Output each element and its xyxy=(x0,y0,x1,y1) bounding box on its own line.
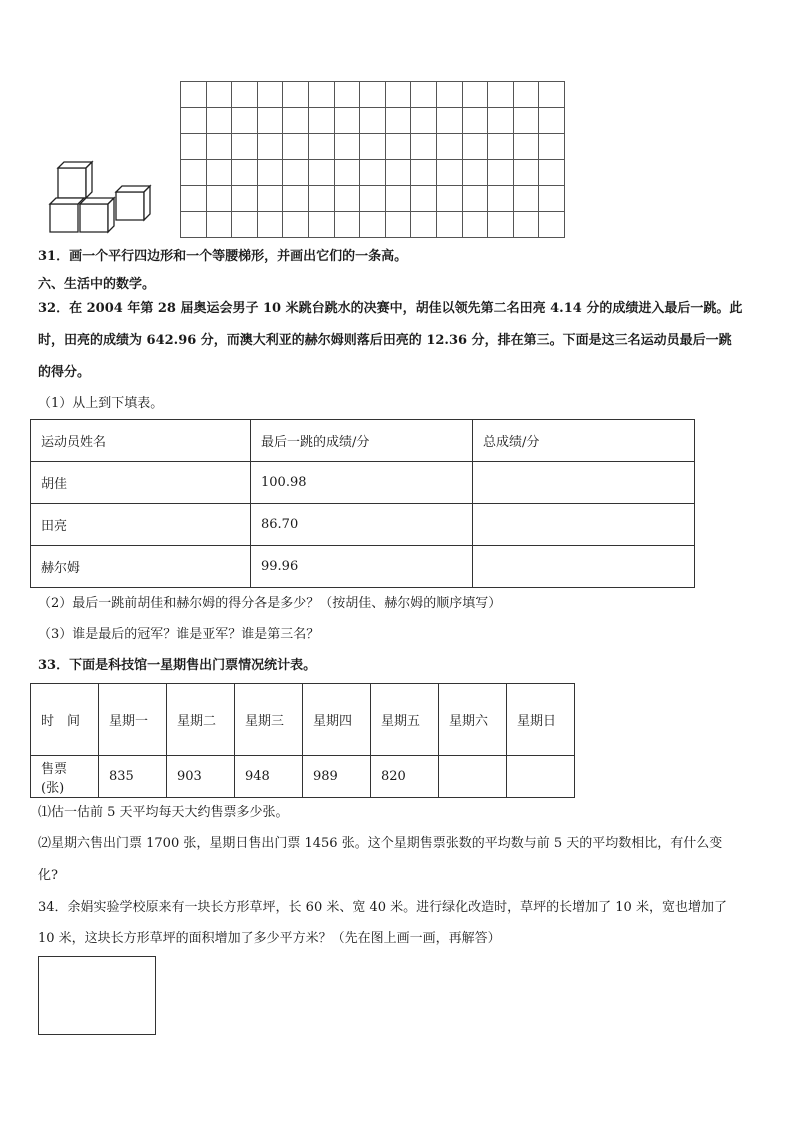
grid-cell xyxy=(283,160,309,186)
grid-cell xyxy=(257,82,283,108)
grid-cell xyxy=(334,82,360,108)
grid-cell xyxy=(539,134,565,160)
table-row xyxy=(31,462,695,504)
grid-cell xyxy=(513,134,539,160)
grid-cell xyxy=(257,108,283,134)
grid-cell xyxy=(385,186,411,212)
grid-cell xyxy=(411,108,437,134)
header-cell: 运动员姓名 xyxy=(31,420,251,462)
grid-cell xyxy=(411,160,437,186)
sales-cell: 903 xyxy=(167,756,235,798)
grid-cell xyxy=(513,82,539,108)
sales-cell: 820 xyxy=(371,756,439,798)
sales-cell: 989 xyxy=(303,756,371,798)
question-32-line-1: 32．在 2004 年第 28 届奥运会男子 10 米跳台跳水的决赛中，胡佳以领先第二名田亮 4.14 分的成绩进入最后一跳。此 xyxy=(38,301,743,316)
grid-cell xyxy=(232,212,258,238)
total-cell[interactable] xyxy=(473,546,695,588)
grid-cell xyxy=(360,160,386,186)
grid-row xyxy=(181,134,565,160)
table-header-row xyxy=(31,684,575,756)
sales-cell: 835 xyxy=(99,756,167,798)
grid-cell xyxy=(308,160,334,186)
athlete-score-table xyxy=(30,419,695,588)
ticket-sales-table xyxy=(30,683,575,798)
grid-cell xyxy=(488,108,514,134)
grid-cell xyxy=(181,82,207,108)
grid-cell xyxy=(385,212,411,238)
grid-cell xyxy=(488,160,514,186)
question-33-part-2-line-2: 化? xyxy=(38,868,58,883)
lawn-rectangle-drawing-area[interactable] xyxy=(38,956,156,1035)
grid-cell xyxy=(488,134,514,160)
header-cell: 星期三 xyxy=(235,684,303,756)
grid-cell xyxy=(411,82,437,108)
question-32-part-2: （2）最后一跳前胡佳和赫尔姆的得分各是多少？（按胡佳、赫尔姆的顺序填写） xyxy=(38,596,502,611)
grid-cell xyxy=(181,212,207,238)
grid-cell xyxy=(232,82,258,108)
grid-cell xyxy=(513,186,539,212)
grid-cell xyxy=(232,134,258,160)
grid-cell xyxy=(257,212,283,238)
grid-cell xyxy=(513,160,539,186)
grid-cell xyxy=(308,108,334,134)
grid-cell xyxy=(206,82,232,108)
sales-cell: 948 xyxy=(235,756,303,798)
header-cell: 最后一跳的成绩/分 xyxy=(251,420,473,462)
grid-cell xyxy=(232,108,258,134)
grid-cell xyxy=(488,186,514,212)
total-cell[interactable] xyxy=(473,462,695,504)
grid-cell xyxy=(283,186,309,212)
grid-cell xyxy=(436,134,462,160)
grid-cell xyxy=(488,82,514,108)
grid-cell xyxy=(181,160,207,186)
section-6-heading: 六、生活中的数学。 xyxy=(38,277,156,292)
grid-cell xyxy=(385,108,411,134)
grid-cell xyxy=(334,186,360,212)
grid-cell xyxy=(206,134,232,160)
grid-cell xyxy=(206,212,232,238)
grid-cell xyxy=(257,134,283,160)
sales-cell[interactable] xyxy=(507,756,575,798)
question-33-part-1: ⑴估一估前 5 天平均每天大约售票多少张。 xyxy=(38,805,289,820)
grid-cell xyxy=(283,134,309,160)
score-cell: 86.70 xyxy=(251,504,473,546)
grid-cell xyxy=(206,186,232,212)
grid-cell xyxy=(283,212,309,238)
question-34-line-1: 34．余娟实验学校原来有一块长方形草坪，长 60 米、宽 40 米。进行绿化改造时，草坪的长增加了 10 米，宽也增加了 xyxy=(38,900,727,915)
table-row xyxy=(31,546,695,588)
header-cell: 时 间 xyxy=(31,684,99,756)
question-32-line-2: 时，田亮的成绩为 642.96 分，而澳大利亚的赫尔姆则落后田亮的 12.36 分，排在第三。下面是这三名运动员最后一跳 xyxy=(38,333,732,348)
athlete-name-cell: 胡佳 xyxy=(31,462,251,504)
grid-cell xyxy=(360,186,386,212)
header-cell: 星期六 xyxy=(439,684,507,756)
grid-cell xyxy=(462,186,488,212)
cube-stack-figure xyxy=(46,158,158,236)
question-32-part-3: （3）谁是最后的冠军？谁是亚军？谁是第三名？ xyxy=(38,627,320,642)
header-cell: 星期二 xyxy=(167,684,235,756)
grid-cell xyxy=(539,82,565,108)
grid-cell xyxy=(308,134,334,160)
grid-cell xyxy=(257,160,283,186)
row-label-cell: 售票(张) xyxy=(31,756,99,798)
grid-cell xyxy=(206,108,232,134)
grid-cell xyxy=(462,82,488,108)
table-header-row xyxy=(31,420,695,462)
grid-cell xyxy=(539,160,565,186)
grid-cell xyxy=(539,108,565,134)
grid-cell xyxy=(436,82,462,108)
grid-cell xyxy=(308,212,334,238)
grid-cell xyxy=(206,160,232,186)
grid-cell xyxy=(181,134,207,160)
table-row xyxy=(31,504,695,546)
header-cell: 星期一 xyxy=(99,684,167,756)
score-cell: 100.98 xyxy=(251,462,473,504)
question-32-line-3: 的得分。 xyxy=(38,365,91,380)
grid-cell xyxy=(436,108,462,134)
athlete-name-cell: 田亮 xyxy=(31,504,251,546)
grid-cell xyxy=(360,134,386,160)
grid-cell xyxy=(462,108,488,134)
question-31: 31．画一个平行四边形和一个等腰梯形，并画出它们的一条高。 xyxy=(38,249,408,264)
question-32-part-1: （1）从上到下填表。 xyxy=(38,396,164,411)
question-33-part-2-line-1: ⑵星期六售出门票 1700 张，星期日售出门票 1456 张。这个星期售票张数的平均数与前 5 天的平均数相比，有什么变 xyxy=(38,836,723,851)
athlete-name-cell: 赫尔姆 xyxy=(31,546,251,588)
grid-cell xyxy=(334,108,360,134)
grid-cell xyxy=(436,186,462,212)
grid-cell xyxy=(436,212,462,238)
grid-cell xyxy=(411,212,437,238)
grid-cell xyxy=(513,108,539,134)
grid-cell xyxy=(181,186,207,212)
grid-cell xyxy=(385,160,411,186)
square-grid xyxy=(180,81,565,238)
grid-cell xyxy=(539,186,565,212)
grid-row xyxy=(181,108,565,134)
grid-cell xyxy=(513,212,539,238)
grid-cell xyxy=(411,134,437,160)
grid-cell xyxy=(334,212,360,238)
grid-row xyxy=(181,186,565,212)
grid-cell xyxy=(436,160,462,186)
grid-cell xyxy=(232,160,258,186)
grid-row xyxy=(181,82,565,108)
header-cell: 星期四 xyxy=(303,684,371,756)
grid-cell xyxy=(308,82,334,108)
grid-cell xyxy=(181,108,207,134)
grid-cell xyxy=(462,160,488,186)
total-cell[interactable] xyxy=(473,504,695,546)
sales-cell[interactable] xyxy=(439,756,507,798)
grid-cell xyxy=(334,160,360,186)
grid-cell xyxy=(257,186,283,212)
grid-cell xyxy=(462,134,488,160)
grid-cell xyxy=(462,212,488,238)
grid-cell xyxy=(385,134,411,160)
grid-cell xyxy=(360,212,386,238)
question-33-title: 33．下面是科技馆一星期售出门票情况统计表。 xyxy=(38,658,317,673)
grid-cell xyxy=(232,186,258,212)
grid-cell xyxy=(539,212,565,238)
grid-cell xyxy=(283,108,309,134)
grid-cell xyxy=(385,82,411,108)
grid-row xyxy=(181,212,565,238)
grid-cell xyxy=(283,82,309,108)
grid-cell xyxy=(308,186,334,212)
header-cell: 星期五 xyxy=(371,684,439,756)
grid-cell xyxy=(360,108,386,134)
question-34-line-2: 10 米，这块长方形草坪的面积增加了多少平方米？（先在图上画一画，再解答） xyxy=(38,931,501,946)
score-cell: 99.96 xyxy=(251,546,473,588)
header-cell: 星期日 xyxy=(507,684,575,756)
grid-cell xyxy=(411,186,437,212)
table-row xyxy=(31,756,575,798)
grid-cell xyxy=(488,212,514,238)
grid-cell xyxy=(334,134,360,160)
grid-row xyxy=(181,160,565,186)
grid-cell xyxy=(360,82,386,108)
header-cell: 总成绩/分 xyxy=(473,420,695,462)
